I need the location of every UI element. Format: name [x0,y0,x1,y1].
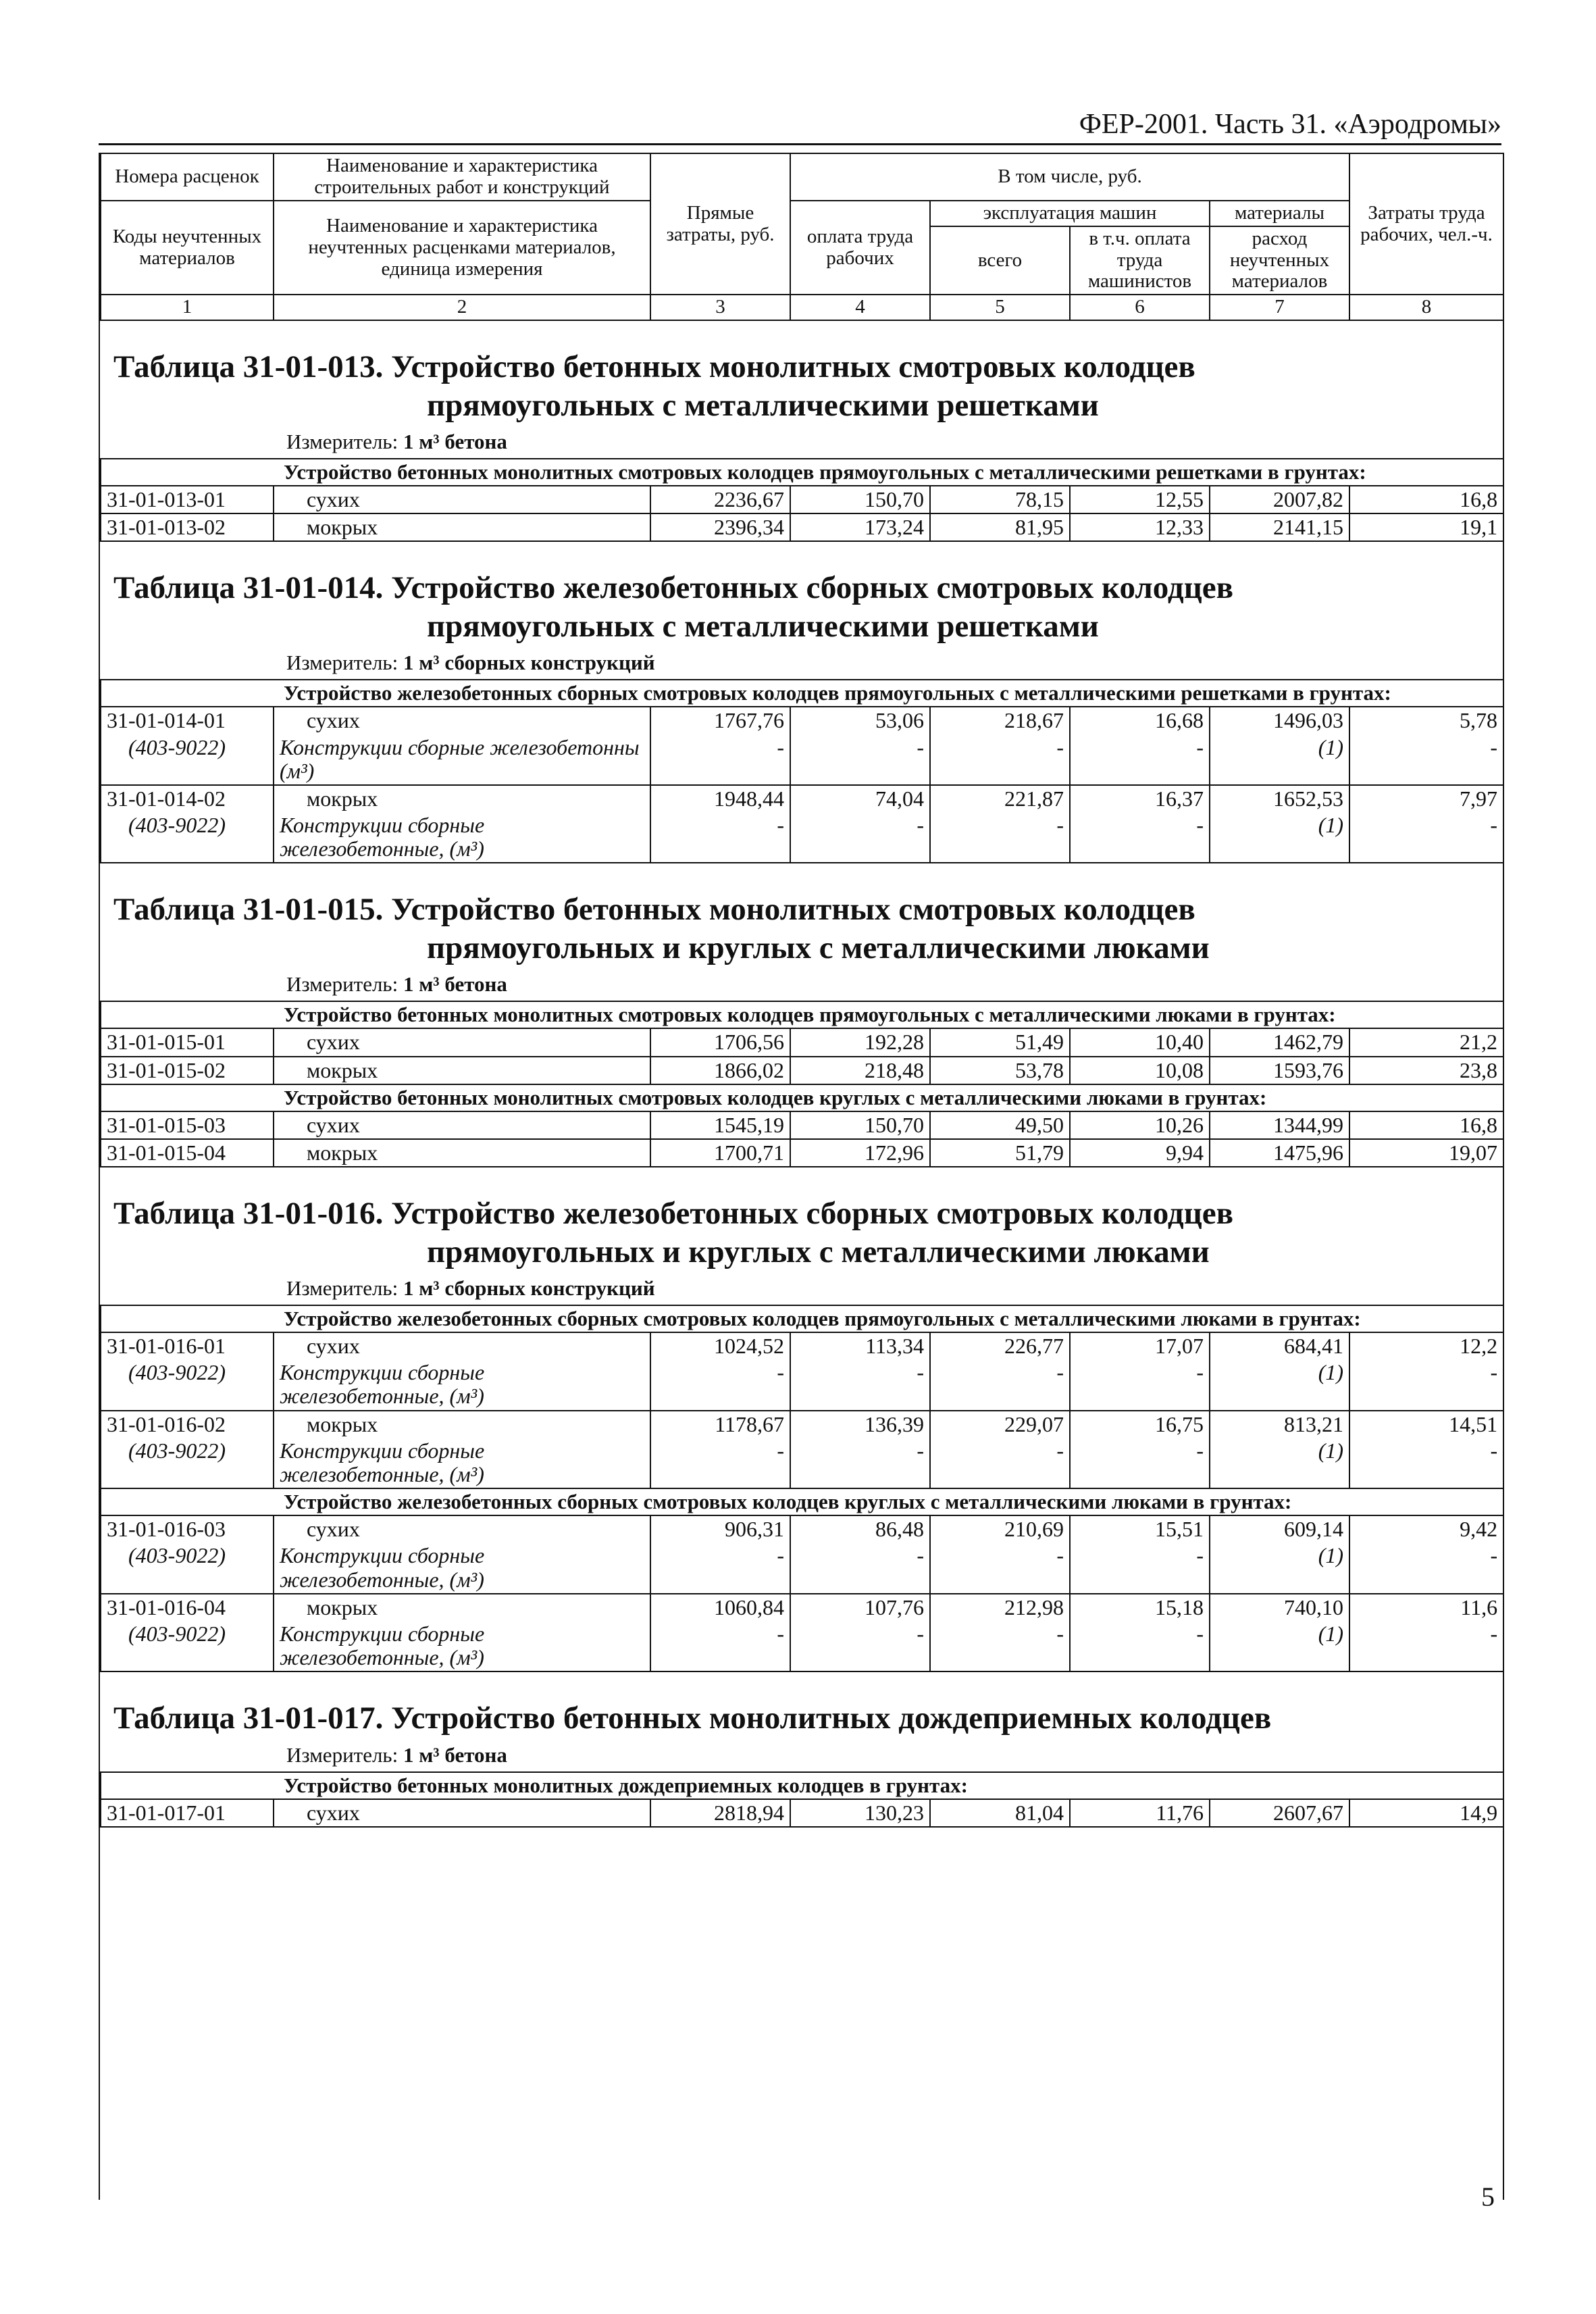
col-head-7: расход неучтенных материалов [1210,226,1349,295]
material-value: - [650,734,790,785]
cost-value: 1344,99 [1210,1111,1349,1139]
cost-value: 1024,52 [650,1332,790,1359]
cost-value: 226,77 [930,1332,1070,1359]
table-row [101,707,1503,734]
cost-value: 21,2 [1349,1028,1503,1056]
material-value: - [1349,734,1503,785]
cost-value: 16,37 [1070,785,1210,812]
page-number: 5 [1481,2182,1495,2212]
cost-value: 740,10 [1210,1594,1349,1621]
group-heading: Устройство бетонных монолитных смотровых колодцев круглых с металлическими люками в грунтах: [101,1084,1503,1111]
cost-value: 86,48 [790,1515,930,1542]
cost-value: 15,51 [1070,1515,1210,1542]
cost-value: 19,1 [1349,513,1503,541]
table-row [101,1057,1503,1084]
work-name: сухих [274,1332,650,1359]
material-value: - [790,1438,930,1488]
material-value: - [1349,1438,1503,1488]
cost-value: 1496,03 [1210,707,1349,734]
group-heading-row [101,459,1503,486]
table-row [101,1515,1503,1542]
cost-value: 17,07 [1070,1332,1210,1359]
rate-code: 31-01-015-03 [101,1111,274,1139]
work-name: мокрых [274,1594,650,1621]
table-title [113,569,1503,645]
cost-value: 173,24 [790,513,930,541]
cost-value: 14,51 [1349,1411,1503,1438]
measure-label: Измеритель: [286,1742,398,1767]
material-value: - [650,1359,790,1410]
table-title-line2: прямоугольных и круглых с металлическими люками [427,1234,1210,1269]
material-value: - [1070,734,1210,785]
work-name: мокрых [274,1057,650,1084]
material-value: - [650,1542,790,1593]
cost-value: 906,31 [650,1515,790,1542]
material-value: - [790,734,930,785]
cost-value: 12,55 [1070,486,1210,513]
material-value: - [930,1438,1070,1488]
material-code: (403-9022) [101,1359,274,1410]
price-table-section [100,348,1503,542]
col-head-4: оплата труда рабочих [790,201,930,295]
table-title-line1: Таблица 31-01-017. Устройство бетонных монолитных дождеприемных колодцев [113,1701,1272,1736]
cost-value: 1706,56 [650,1028,790,1056]
cost-value: 2818,94 [650,1799,790,1827]
cost-value: 7,97 [1349,785,1503,812]
material-value: - [1349,1542,1503,1593]
material-value: - [790,1542,930,1593]
group-heading: Устройство бетонных монолитных дождеприемных колодцев в грунтах: [101,1772,1503,1799]
material-row [101,812,1503,863]
material-value: (1) [1210,1359,1349,1410]
cost-value: 11,6 [1349,1594,1503,1621]
work-name: мокрых [274,1411,650,1438]
work-name: сухих [274,1028,650,1056]
cost-value: 78,15 [930,486,1070,513]
measure-value: 1 м³ сборных конструкций [403,651,655,675]
table-row [101,486,1503,513]
col-number: 3 [650,295,790,320]
cost-value: 684,41 [1210,1332,1349,1359]
material-value: - [790,1621,930,1671]
table-title-line1: Таблица 31-01-015. Устройство бетонных монолитных смотровых колодцев [113,892,1195,928]
material-code: (403-9022) [101,1542,274,1593]
cost-value: 150,70 [790,486,930,513]
cost-value: 1948,44 [650,785,790,812]
table-row [101,1799,1503,1827]
price-table [100,1771,1504,1828]
material-value: (1) [1210,1621,1349,1671]
group-heading-row [101,1305,1503,1332]
table-row [101,1139,1503,1167]
material-row [101,1438,1503,1488]
material-value: - [1070,1542,1210,1593]
material-value: - [650,1621,790,1671]
material-value: - [1349,812,1503,863]
group-heading: Устройство бетонных монолитных смотровых колодцев прямоугольных с металлическими решетками в грунтах: [101,459,1503,486]
cost-value: 107,76 [790,1594,930,1621]
table-sections [100,348,1503,1828]
cost-value: 5,78 [1349,707,1503,734]
group-heading: Устройство бетонных монолитных смотровых колодцев прямоугольных с металлическими люками в грунтах: [101,1001,1503,1028]
rate-code: 31-01-016-01 [101,1332,274,1359]
header-rule [99,143,1501,145]
measure-value: 1 м³ бетона [403,972,507,997]
price-table [100,679,1504,863]
table-row [101,1111,1503,1139]
col-number: 6 [1070,295,1210,320]
material-value: - [790,1359,930,1410]
measure-label: Измеритель: [286,430,398,454]
material-value: (1) [1210,1438,1349,1488]
col-head-6: в т.ч. оплата труда машинистов [1070,226,1210,295]
cost-value: 16,8 [1349,1111,1503,1139]
rate-code: 31-01-013-02 [101,513,274,541]
material-name: Конструкции сборные железобетонные, (м³) [274,812,650,863]
col-head-5: всего [930,226,1070,295]
cost-value: 53,06 [790,707,930,734]
col-head-8: Затраты труда рабочих, чел.-ч. [1349,153,1503,295]
col-head-incl: В том числе, руб. [790,153,1349,201]
cost-value: 23,8 [1349,1057,1503,1084]
material-row [101,1359,1503,1410]
cost-value: 813,21 [1210,1411,1349,1438]
price-table [100,458,1504,542]
table-row [101,1028,1503,1056]
material-value: (1) [1210,812,1349,863]
col-head-machines: эксплуатация машин [930,201,1210,226]
group-heading: Устройство железобетонных сборных смотровых колодцев круглых с металлическими люками в грунтах: [101,1488,1503,1515]
material-row [101,1542,1503,1593]
rate-code: 31-01-015-02 [101,1057,274,1084]
material-code: (403-9022) [101,1438,274,1488]
table-title [113,1699,1503,1737]
cost-value: 10,40 [1070,1028,1210,1056]
price-table-section [100,569,1503,863]
group-heading: Устройство железобетонных сборных смотровых колодцев прямоугольных с металлическими люками в грунтах: [101,1305,1503,1332]
material-code: (403-9022) [101,1621,274,1671]
cost-value: 172,96 [790,1139,930,1167]
work-name: сухих [274,707,650,734]
material-value: - [1070,1438,1210,1488]
rate-code: 31-01-014-02 [101,785,274,812]
material-value: - [930,734,1070,785]
col-head-2-top: Наименование и характеристика строительных работ и конструкций [274,153,650,201]
work-name: мокрых [274,513,650,541]
rate-code: 31-01-013-01 [101,486,274,513]
work-name: сухих [274,1515,650,1542]
cost-value: 1475,96 [1210,1139,1349,1167]
work-name: мокрых [274,1139,650,1167]
cost-value: 51,79 [930,1139,1070,1167]
rate-code: 31-01-014-01 [101,707,274,734]
cost-value: 15,18 [1070,1594,1210,1621]
measure-unit [286,1743,1503,1767]
material-value: (1) [1210,734,1349,785]
cost-value: 2236,67 [650,486,790,513]
cost-value: 12,2 [1349,1332,1503,1359]
running-title: ФЕР-2001. Часть 31. «Аэродромы» [1079,109,1501,140]
cost-value: 212,98 [930,1594,1070,1621]
col-head-2-bottom: Наименование и характеристика неучтенных расценками материалов, единица измерения [274,201,650,295]
material-name: Конструкции сборные железобетонные, (м³) [274,1359,650,1410]
col-head-3: Прямые затраты, руб. [650,153,790,295]
cost-value: 2141,15 [1210,513,1349,541]
cost-value: 1545,19 [650,1111,790,1139]
cost-value: 1593,76 [1210,1057,1349,1084]
measure-unit [286,1276,1503,1301]
material-value: - [930,1542,1070,1593]
cost-value: 221,87 [930,785,1070,812]
cost-value: 81,04 [930,1799,1070,1827]
page-body [99,153,1504,2200]
measure-label: Измеритель: [286,1276,398,1300]
material-value: - [650,812,790,863]
measure-value: 1 м³ сборных конструкций [403,1276,655,1300]
cost-value: 1700,71 [650,1139,790,1167]
table-row [101,513,1503,541]
measure-unit [286,972,1503,997]
table-title-line1: Таблица 31-01-016. Устройство железобетонных сборных смотровых колодцев [113,1196,1234,1232]
col-head-1-top: Номера расценок [101,153,274,201]
price-table-section [100,1194,1503,1672]
material-name: Конструкции сборные железобетонные, (м³) [274,1621,650,1671]
cost-value: 1866,02 [650,1057,790,1084]
cost-value: 1462,79 [1210,1028,1349,1056]
material-value: - [1349,1621,1503,1671]
price-table-section [100,890,1503,1167]
material-name: Конструкции сборные железобетонны (м³) [274,734,650,785]
cost-value: 14,9 [1349,1799,1503,1827]
cost-value: 218,48 [790,1057,930,1084]
col-number: 2 [274,295,650,320]
material-value: - [1070,812,1210,863]
table-title-line1: Таблица 31-01-013. Устройство бетонных монолитных смотровых колодцев [113,349,1195,385]
rate-code: 31-01-015-04 [101,1139,274,1167]
cost-value: 53,78 [930,1057,1070,1084]
material-value: - [930,1359,1070,1410]
table-title-line2: прямоугольных с металлическими решетками [427,387,1099,423]
cost-value: 74,04 [790,785,930,812]
rate-code: 31-01-015-01 [101,1028,274,1056]
cost-value: 16,8 [1349,486,1503,513]
table-title-line2: прямоугольных с металлическими решетками [427,608,1099,644]
work-name: сухих [274,1111,650,1139]
measure-value: 1 м³ бетона [403,1742,507,1767]
cost-value: 2607,67 [1210,1799,1349,1827]
table-title [113,890,1503,967]
col-head-materials: материалы [1210,201,1349,226]
measure-unit [286,651,1503,675]
column-header-table [100,153,1504,321]
material-value: - [650,1438,790,1488]
rate-code: 31-01-016-04 [101,1594,274,1621]
cost-value: 11,76 [1070,1799,1210,1827]
measure-label: Измеритель: [286,651,398,675]
cost-value: 1767,76 [650,707,790,734]
work-name: сухих [274,1799,650,1827]
cost-value: 81,95 [930,513,1070,541]
table-title-line2: прямоугольных и круглых с металлическими люками [427,930,1210,965]
table-row [101,785,1503,812]
col-number: 5 [930,295,1070,320]
group-heading-row [101,1488,1503,1515]
cost-value: 2396,34 [650,513,790,541]
table-row [101,1332,1503,1359]
work-name: мокрых [274,785,650,812]
cost-value: 19,07 [1349,1139,1503,1167]
material-name: Конструкции сборные железобетонные, (м³) [274,1542,650,1593]
work-name: сухих [274,486,650,513]
measure-unit [286,430,1503,454]
material-value: - [930,812,1070,863]
material-value: - [930,1621,1070,1671]
cost-value: 49,50 [930,1111,1070,1139]
cost-value: 113,34 [790,1332,930,1359]
cost-value: 136,39 [790,1411,930,1438]
cost-value: 229,07 [930,1411,1070,1438]
group-heading-row [101,1001,1503,1028]
cost-value: 1178,67 [650,1411,790,1438]
col-number: 4 [790,295,930,320]
table-row [101,1594,1503,1621]
cost-value: 10,08 [1070,1057,1210,1084]
cost-value: 9,42 [1349,1515,1503,1542]
table-row [101,1411,1503,1438]
table-title-line1: Таблица 31-01-014. Устройство железобетонных сборных смотровых колодцев [113,570,1234,606]
rate-code: 31-01-016-03 [101,1515,274,1542]
col-number: 1 [101,295,274,320]
table-title [113,348,1503,424]
group-heading-row [101,1772,1503,1799]
cost-value: 10,26 [1070,1111,1210,1139]
material-name: Конструкции сборные железобетонные, (м³) [274,1438,650,1488]
material-value: - [1070,1359,1210,1410]
cost-value: 192,28 [790,1028,930,1056]
cost-value: 130,23 [790,1799,930,1827]
cost-value: 12,33 [1070,513,1210,541]
measure-label: Измеритель: [286,972,398,997]
rate-code: 31-01-016-02 [101,1411,274,1438]
col-number: 8 [1349,295,1503,320]
cost-value: 2007,82 [1210,486,1349,513]
col-head-1-bottom: Коды неучтенных материалов [101,201,274,295]
price-table-section [100,1699,1503,1828]
cost-value: 1652,53 [1210,785,1349,812]
cost-value: 16,75 [1070,1411,1210,1438]
measure-value: 1 м³ бетона [403,430,507,454]
table-title [113,1194,1503,1271]
cost-value: 9,94 [1070,1139,1210,1167]
cost-value: 218,67 [930,707,1070,734]
material-value: (1) [1210,1542,1349,1593]
material-row [101,1621,1503,1671]
material-code: (403-9022) [101,812,274,863]
price-table [100,1305,1504,1672]
cost-value: 150,70 [790,1111,930,1139]
material-value: - [1070,1621,1210,1671]
price-table [100,1001,1504,1167]
rate-code: 31-01-017-01 [101,1799,274,1827]
cost-value: 51,49 [930,1028,1070,1056]
cost-value: 609,14 [1210,1515,1349,1542]
material-value: - [790,812,930,863]
col-number: 7 [1210,295,1349,320]
material-row [101,734,1503,785]
material-value: - [1349,1359,1503,1410]
cost-value: 16,68 [1070,707,1210,734]
cost-value: 210,69 [930,1515,1070,1542]
material-code: (403-9022) [101,734,274,785]
cost-value: 1060,84 [650,1594,790,1621]
group-heading-row [101,680,1503,707]
group-heading: Устройство железобетонных сборных смотровых колодцев прямоугольных с металлическими решетками в грунтах: [101,680,1503,707]
group-heading-row [101,1084,1503,1111]
